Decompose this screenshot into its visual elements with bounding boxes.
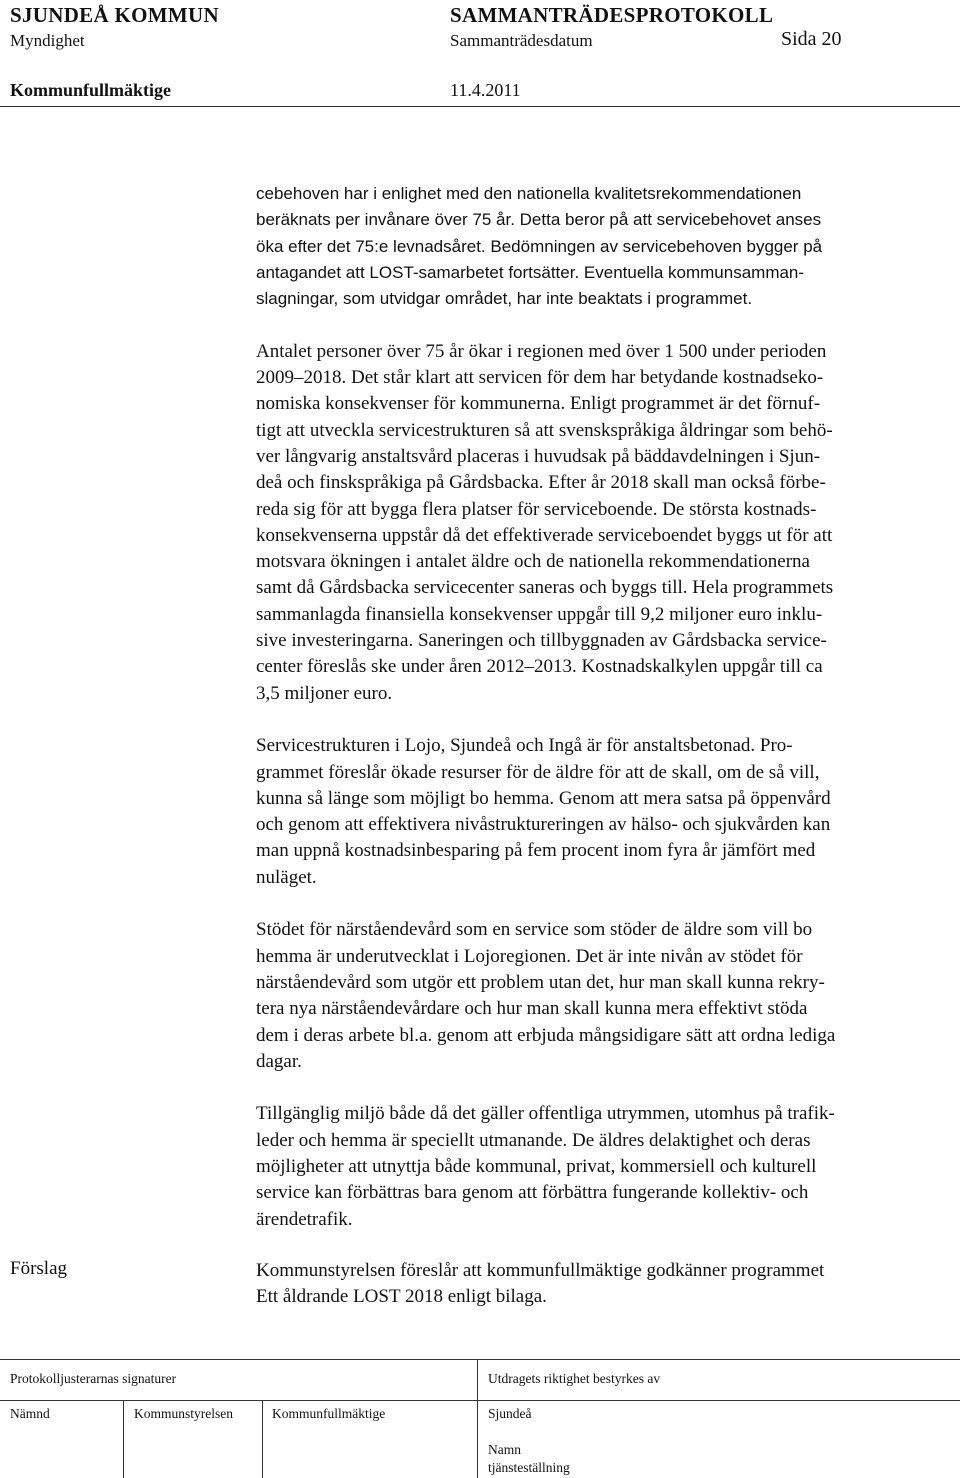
text-line: konsekvenserna uppstår då det effektiverade serviceboendet byggs ut för att	[256, 524, 833, 546]
text-line: Antalet personer över 75 år ökar i regionen med över 1 500 under perioden	[256, 340, 827, 362]
page-number: Sida 20	[781, 28, 842, 50]
text-line: motsvara ökningen i antalet äldre och de nationella rekommendationerna	[256, 551, 810, 573]
text-line: dagar.	[256, 1050, 302, 1072]
text-line: samt då Gårdsbacka servicecenter saneras och byggs till. Hela programmets	[256, 577, 834, 599]
body-paragraph	[256, 181, 946, 312]
text-line: reda sig för att bygga flera platser för serviceboende. De största kostnads-	[256, 498, 817, 520]
document-type: SAMMANTRÄDESPROTOKOLL	[450, 3, 774, 27]
certified-label: Utdragets riktighet bestyrkes av	[488, 1371, 661, 1386]
text-line: nuläget.	[256, 866, 317, 888]
text-line: cebehoven har i enlighet med den nationella kvalitetsrekommendationen	[256, 184, 802, 203]
text-line: Stödet för närståendevård som en service som stöder de äldre som vill bo	[256, 919, 813, 941]
body-paragraph	[256, 917, 946, 1075]
text-line: man uppnå kostnadsinbesparing på fem procent inom fyra år jämfört med	[256, 840, 816, 862]
text-line: dem i deras arbete bl.a. genom att erbjuda mångsidigare sätt att ordna lediga	[256, 1024, 836, 1046]
header-divider	[0, 106, 960, 107]
text-line: närståendevård som utgör ett problem utan det, hur man skall kunna rekry-	[256, 971, 825, 993]
text-line: och genom att effektivera nivåstruktureringen av hälso- och sjukvården kan	[256, 814, 831, 836]
proposal-line: Ett åldrande LOST 2018 enligt bilaga.	[256, 1286, 547, 1308]
authority-label: Myndighet	[10, 31, 85, 50]
signature-column-council: Kommunfullmäktige	[272, 1406, 386, 1421]
signature-column-board: Nämnd	[10, 1406, 50, 1421]
signature-column-municipal-board: Kommunstyrelsen	[134, 1406, 233, 1421]
proposal-label: Förslag	[10, 1258, 67, 1279]
certifier-title-label: tjänsteställning	[488, 1460, 570, 1475]
meeting-date-label: Sammanträdesdatum	[450, 31, 593, 50]
governing-body: Kommunfullmäktige	[10, 80, 172, 100]
text-line: deå och finskspråkiga på Gårdsbacka. Efter år 2018 skall man också förbe-	[256, 472, 826, 494]
text-line: slagningar, som utvidgar området, har inte beaktats i programmet.	[256, 289, 753, 309]
body-paragraph	[256, 1101, 946, 1232]
text-line: leder och hemma är speciellt utmanande. De äldres delaktighet och deras	[256, 1129, 811, 1151]
text-line: grammet föreslår ökade resurser för de äldre för att de skall, om de så vill,	[256, 761, 820, 783]
text-line: öka efter det 75:e levnadsåret. Bedömningen av servicebehoven bygger på	[256, 236, 823, 256]
text-line: ver långvarig anstaltsvård placeras i huvudsak på bäddavdelningen i Sjun-	[256, 445, 821, 467]
text-line: sammanlagda finansiella konsekvenser uppgår till 9,2 miljoner euro inklu-	[256, 603, 823, 625]
text-line: ärendetrafik.	[256, 1208, 353, 1230]
signatures-label: Protokolljusterarnas signaturer	[10, 1371, 177, 1386]
text-line: nomiska konsekvenser för kommunerna. Enligt programmet är det förnuf-	[256, 393, 821, 415]
meeting-date: 11.4.2011	[450, 80, 521, 100]
text-line: 3,5 miljoner euro.	[256, 682, 393, 704]
footer-column-divider-1	[123, 1400, 124, 1478]
text-line: center föreslås ske under åren 2012–2013. Kostnadskalkylen uppgår till ca	[256, 656, 823, 678]
footer-column-divider-2	[262, 1400, 263, 1478]
text-line: kunna så länge som möjligt bo hemma. Genom att mera satsa på öppenvård	[256, 787, 831, 809]
text-line: 2009–2018. Det står klart att servicen för dem har betydande kostnadseko-	[256, 367, 824, 389]
footer-divider-top	[0, 1359, 960, 1360]
footer-center-divider	[477, 1359, 478, 1478]
body-paragraph	[256, 339, 946, 707]
document-body	[256, 181, 946, 1259]
text-line: tera nya närståendevårdare och hur man skall kunna mera effektivt stöda	[256, 998, 808, 1020]
proposal-line: Kommunstyrelsen föreslår att kommunfullmäktige godkänner programmet	[256, 1260, 825, 1281]
text-line: service kan förbättras bara genom att förbättra fungerande kollektiv- och	[256, 1182, 809, 1204]
text-line: antagandet att LOST-samarbetet fortsätter. Eventuella kommunsamman-	[256, 262, 805, 282]
certifier-name-label: Namn	[488, 1442, 521, 1457]
text-line: Servicestrukturen i Lojo, Sjundeå och Ingå är för anstaltsbetonad. Pro-	[256, 735, 793, 757]
body-paragraph	[256, 733, 946, 891]
text-line: Tillgänglig miljö både då det gäller offentliga utrymmen, utomhus på trafik-	[256, 1103, 835, 1125]
text-line: beräknats per invånare över 75 år. Detta beror på att servicebehovet anses	[256, 210, 822, 230]
footer-divider-middle	[0, 1400, 960, 1401]
text-line: hemma är underutvecklat i Lojoregionen. Det är inte nivån av stödet för	[256, 945, 803, 967]
text-line: sive investeringarna. Saneringen och tillbyggnaden av Gårdsbacka service-	[256, 630, 827, 652]
organization-name: SJUNDEÅ KOMMUN	[10, 3, 219, 27]
certification-place: Sjundeå	[488, 1406, 532, 1421]
text-line: tigt att utveckla servicestrukturen så att svenskspråkiga åldringar som behö-	[256, 419, 833, 441]
proposal-text	[256, 1258, 824, 1311]
text-line: möjligheter att utnyttja både kommunal, privat, kommersiell och kulturell	[256, 1155, 817, 1177]
